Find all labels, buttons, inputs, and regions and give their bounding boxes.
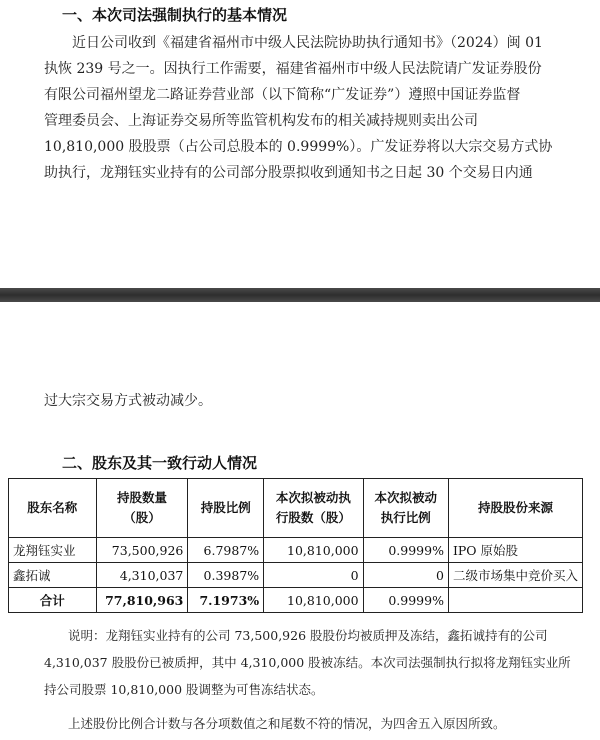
note-line: 持公司股票 10,810,000 股调整为可售冻结状态。 — [44, 682, 324, 697]
rounding-footnote — [44, 710, 574, 737]
section-1-title: 一、本次司法强制执行的基本情况 — [62, 6, 288, 24]
paragraph-line: 10,810,000 股股票（占公司总股本的 0.9999%）。广发证券将以大宗交易方式协 — [44, 139, 553, 155]
header-ratio: 持股比例 — [188, 479, 264, 538]
page-top-section — [0, 0, 600, 288]
cell-total-ratio: 7.1973% — [188, 588, 264, 613]
paragraph-line: 近日公司收到《福建省福州市中级人民法院协助执行通知书》（2024）闽 01 — [72, 35, 543, 51]
table-row — [9, 538, 583, 563]
cell-exec-shares: 10,810,000 — [264, 538, 363, 563]
cell-holder-name: 鑫拓诚 — [9, 563, 97, 588]
header-holder-name: 股东名称 — [9, 479, 97, 538]
note-line: 说明：龙翔钰实业持有的公司 73,500,926 股股份均被质押及冻结，鑫拓诚持有的公司 — [68, 628, 548, 643]
paragraph-line: 执恢 239 号之一。因执行工作需要，福建省福州市中级人民法院请广发证券股份 — [44, 61, 542, 77]
header-exec-ratio: 本次拟被动 执行比例 — [363, 479, 448, 538]
section-2-title: 二、股东及其一致行动人情况 — [62, 454, 258, 472]
paragraph-continuation: 过大宗交易方式被动减少。 — [44, 393, 212, 409]
header-share-source: 持股股份来源 — [448, 479, 582, 538]
cell-share-source: IPO 原始股 — [448, 538, 582, 563]
header-exec-shares: 本次拟被动执 行股数（股） — [264, 479, 363, 538]
cell-total-exec-ratio: 0.9999% — [363, 588, 448, 613]
cell-exec-shares: 0 — [264, 563, 363, 588]
cell-total-label: 合计 — [9, 588, 97, 613]
header-shares: 持股数量 （股） — [96, 479, 188, 538]
table-row — [9, 563, 583, 588]
paragraph-line: 管理委员会、上海证券交易所等监管机构发布的相关减持规则卖出公司 — [44, 113, 478, 129]
cell-shares: 4,310,037 — [96, 563, 188, 588]
note-line: 4,310,037 股股份已被质押，其中 4,310,000 股被冻结。本次司法强制执行拟将龙翔钰实业所 — [44, 655, 571, 670]
cell-ratio: 6.7987% — [188, 538, 264, 563]
footnote-line: 上述股份比例合计数与各分项数值之和尾数不符的情况，为四舍五入原因所致。 — [68, 716, 506, 731]
cell-ratio: 0.3987% — [188, 563, 264, 588]
cell-total-source — [448, 588, 582, 613]
paragraph-line: 助执行，龙翔钰实业持有的公司部分股票拟收到通知书之日起 30 个交易日内通 — [44, 165, 533, 181]
cell-share-source: 二级市场集中竞价买入 — [448, 563, 582, 588]
shareholder-table — [8, 478, 583, 613]
table-notes — [44, 622, 574, 703]
section-1-paragraph — [44, 30, 564, 186]
cell-shares: 73,500,926 — [96, 538, 188, 563]
cell-exec-ratio: 0 — [363, 563, 448, 588]
cell-exec-ratio: 0.9999% — [363, 538, 448, 563]
paragraph-line: 有限公司福州望龙二路证券营业部（以下简称“广发证券”）遵照中国证券监督 — [44, 87, 521, 103]
cell-holder-name: 龙翔钰实业 — [9, 538, 97, 563]
table-total-row — [9, 588, 583, 613]
cell-total-exec-shares: 10,810,000 — [264, 588, 363, 613]
table-header-row — [9, 479, 583, 538]
page-break-separator — [0, 288, 600, 302]
cell-total-shares: 77,810,963 — [96, 588, 188, 613]
